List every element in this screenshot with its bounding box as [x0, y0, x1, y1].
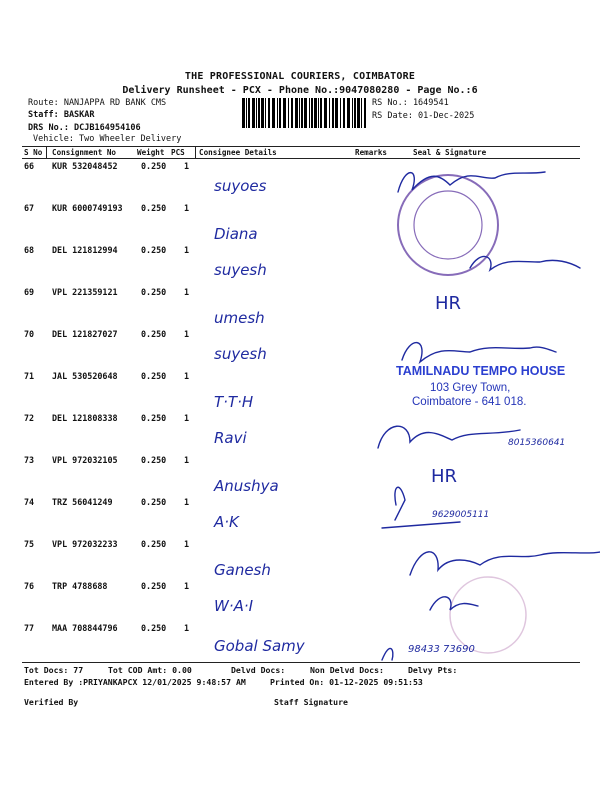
phone-row-77: 98433 73690 — [408, 644, 475, 655]
row-weight: 0.250 — [141, 413, 167, 423]
row-consignment-number: TRP 4788688 — [52, 581, 108, 591]
row-consignee-handwritten: suyesh — [214, 345, 267, 363]
row-pcs: 1 — [184, 329, 190, 339]
remarks-hr-69: HR — [435, 293, 462, 314]
vehicle-label: Vehicle: Two Wheeler Delivery — [33, 134, 182, 144]
total-docs: Tot Docs: 77 — [24, 665, 84, 675]
row-consignment-number: DEL 121827027 — [52, 329, 118, 339]
row-weight: 0.250 — [141, 623, 167, 633]
delivered-docs: Delvd Docs: — [231, 665, 286, 675]
row-pcs: 1 — [184, 455, 190, 465]
stamp-company-name: TAMILNADU TEMPO HOUSE — [396, 364, 566, 378]
row-consignment-number: VPL 221359121 — [52, 287, 118, 297]
entered-by: Entered By :PRIYANKAPCX 12/01/2025 9:48:57 AM — [24, 677, 246, 687]
row-sno: 77 — [24, 623, 35, 633]
runsheet-title: Delivery Runsheet - PCX - Phone No.:9047080280 - Page No.:6 — [122, 85, 478, 96]
row-sno: 72 — [24, 413, 35, 423]
row-weight: 0.250 — [141, 245, 167, 255]
row-sno: 74 — [24, 497, 35, 507]
company-seal — [398, 175, 498, 275]
footer-rule — [22, 662, 580, 663]
row-consignee-handwritten: Diana — [214, 225, 258, 243]
route-label: Route: NANJAPPA RD BANK CMS — [28, 98, 167, 108]
row-pcs: 1 — [184, 371, 190, 381]
row-consignment-number: VPL 972032105 — [52, 455, 118, 465]
row-sno: 73 — [24, 455, 35, 465]
row-consignee-handwritten: Gobal Samy — [214, 637, 305, 655]
row-consignment-number: KUR 6000749193 — [52, 203, 123, 213]
row-pcs: 1 — [184, 581, 190, 591]
row-pcs: 1 — [184, 245, 190, 255]
stamp-address-line1: 103 Grey Town, — [430, 382, 511, 394]
row-pcs: 1 — [184, 161, 190, 171]
row-consignee-handwritten: suyesh — [214, 261, 267, 279]
row-weight: 0.250 — [141, 161, 167, 171]
stamp-address-line2: Coimbatore - 641 018. — [412, 396, 527, 408]
delivery-points: Delvy Pts: — [408, 665, 458, 675]
row-sno: 68 — [24, 245, 35, 255]
phone-row-72: 8015360641 — [508, 438, 566, 448]
col-remarks: Remarks — [355, 148, 388, 157]
row-weight: 0.250 — [141, 455, 167, 465]
row-weight: 0.250 — [141, 581, 167, 591]
row-sno: 70 — [24, 329, 35, 339]
company-title: THE PROFESSIONAL COURIERS, COIMBATORE — [184, 71, 416, 82]
row-consignee-handwritten: T·T·H — [214, 393, 254, 411]
col-seal: Seal & Signature — [413, 148, 487, 157]
row-sno: 67 — [24, 203, 35, 213]
staff-label: Staff: BASKAR — [28, 110, 95, 120]
row-weight: 0.250 — [141, 203, 167, 213]
row-sno: 66 — [24, 161, 35, 171]
row-pcs: 1 — [184, 203, 190, 213]
row-consignment-number: KUR 532048452 — [52, 161, 118, 171]
col-consignment: Consignment No — [52, 148, 117, 157]
row-sno: 71 — [24, 371, 35, 381]
total-cod: Tot COD Amt: 0.00 — [108, 665, 192, 675]
row-sno: 69 — [24, 287, 35, 297]
verified-by: Verified By — [24, 697, 79, 707]
rs-date: RS Date: 01-Dec-2025 — [372, 111, 475, 121]
remarks-hr-73: HR — [431, 466, 458, 487]
row-weight: 0.250 — [141, 539, 167, 549]
row-consignment-number: MAA 708844796 — [52, 623, 118, 633]
row-consignee-handwritten: umesh — [214, 309, 265, 327]
row-consignee-handwritten: suyoes — [214, 177, 267, 195]
rs-number: RS No.: 1649541 — [372, 98, 449, 108]
row-weight: 0.250 — [141, 497, 167, 507]
row-consignment-number: TRZ 56041249 — [52, 497, 113, 507]
phone-row-74: 9629005111 — [432, 510, 490, 520]
staff-signature: Staff Signature — [274, 697, 348, 707]
row-pcs: 1 — [184, 287, 190, 297]
col-consignee: Consignee Details — [199, 148, 277, 157]
row-consignee-handwritten: Ravi — [214, 429, 247, 447]
row-consignee-handwritten: Anushya — [214, 477, 279, 495]
row-consignment-number: DEL 121812994 — [52, 245, 118, 255]
row-pcs: 1 — [184, 413, 190, 423]
row-sno: 76 — [24, 581, 35, 591]
col-weight: Weight — [137, 148, 165, 157]
row-weight: 0.250 — [141, 287, 167, 297]
printed-on: Printed On: 01-12-2025 09:51:53 — [270, 677, 423, 687]
row-consignment-number: JAL 530520648 — [52, 371, 118, 381]
faint-seal — [450, 577, 526, 653]
col-pcs: PCS — [171, 148, 185, 157]
drs-number: DRS No.: DCJB164954106 — [28, 123, 141, 133]
row-pcs: 1 — [184, 623, 190, 633]
row-pcs: 1 — [184, 539, 190, 549]
non-delivered-docs: Non Delvd Docs: — [310, 665, 384, 675]
row-pcs: 1 — [184, 497, 190, 507]
row-consignee-handwritten: W·A·I — [214, 597, 254, 615]
row-weight: 0.250 — [141, 329, 167, 339]
signature-scribbles — [378, 172, 600, 660]
col-sno: S No — [24, 148, 43, 157]
row-weight: 0.250 — [141, 371, 167, 381]
row-consignee-handwritten: Ganesh — [214, 561, 271, 579]
row-sno: 75 — [24, 539, 35, 549]
row-consignment-number: DEL 121808338 — [52, 413, 118, 423]
row-consignee-handwritten: A·K — [214, 513, 239, 531]
row-consignment-number: VPL 972032233 — [52, 539, 118, 549]
